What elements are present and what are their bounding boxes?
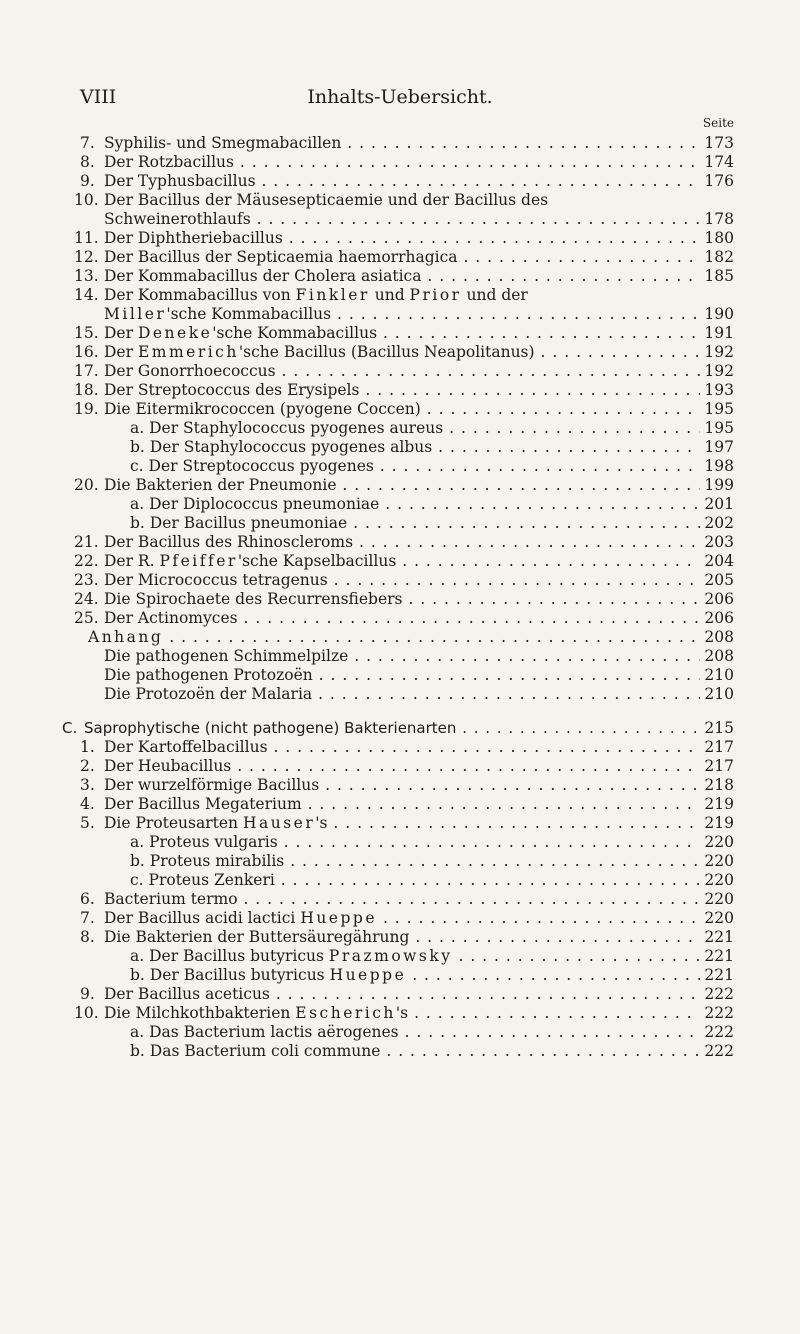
toc-entry-page: 192: [704, 362, 734, 380]
toc-entry-page: 195: [704, 419, 734, 437]
toc-entry: [0, 551, 734, 571]
toc-entry: [0, 737, 734, 757]
toc-entry-title: Miller'sche Kommabacillus . . .: [104, 304, 700, 324]
toc-entry-title: Die pathogenen Schimmelpilze . . .: [104, 646, 700, 666]
toc-entry-number: 24.: [74, 590, 99, 608]
toc-entry-title: b. Der Staphylococcus pyogenes albus . . .: [130, 437, 700, 457]
toc-entry-page: 220: [704, 852, 734, 870]
toc-entry-title: Die pathogenen Protozoën . . .: [104, 665, 700, 685]
toc-entry: [0, 927, 734, 947]
toc-entry-page: 217: [704, 738, 734, 756]
toc-entry-page: 210: [704, 666, 734, 684]
toc-entry: [0, 152, 734, 172]
toc-entry-number: 6.: [80, 890, 95, 908]
toc-entry-title: b. Das Bacterium coli commune . . .: [130, 1041, 700, 1061]
toc-entry-title: Der Kartoffelbacillus . . .: [104, 737, 700, 757]
toc-entry-number: 22.: [74, 552, 99, 570]
toc-entry: [0, 513, 734, 533]
toc-entry-title: Der Bacillus des Rhinoscleroms . . .: [104, 532, 700, 552]
toc-entry: [0, 627, 734, 647]
toc-entry: [0, 665, 734, 685]
toc-entry-number: 14.: [74, 286, 99, 304]
toc-entry-title: a. Der Diplococcus pneumoniae . . .: [130, 494, 700, 514]
toc-entry-page: 221: [704, 966, 734, 984]
toc-entry-number: 4.: [80, 795, 95, 813]
toc-entry-title: Schweinerothlaufs . . .: [104, 209, 700, 229]
toc-entry-title: Die Milchkothbakterien Escherich's . . .: [104, 1003, 700, 1023]
toc-entry: [0, 1022, 734, 1042]
toc-entry-title: a. Das Bacterium lactis aërogenes . . .: [130, 1022, 700, 1042]
toc-entry: [0, 851, 734, 871]
toc-entry: [0, 171, 734, 191]
toc-entry-title: Der wurzelförmige Bacillus . . .: [104, 775, 700, 795]
toc-entry: [0, 532, 734, 552]
toc-entry: [0, 418, 734, 438]
toc-entry-title: Der Emmerich'sche Bacillus (Bacillus Neapolitanus) . . .: [104, 342, 700, 362]
toc-entry-number: 2.: [80, 757, 95, 775]
toc-entry-page: 198: [704, 457, 734, 475]
toc-entry-title: b. Proteus mirabilis . . .: [130, 851, 700, 871]
toc-entry-title: Syphilis- und Smegmabacillen . . .: [104, 133, 700, 153]
toc-entry-title: Der Actinomyces . . .: [104, 608, 700, 628]
toc-entry: [0, 380, 734, 400]
toc-entry-page: 220: [704, 833, 734, 851]
toc-entry-page: 174: [704, 153, 734, 171]
toc-entry: [0, 646, 734, 666]
toc-entry-title: Der Micrococcus tetragenus . . .: [104, 570, 700, 590]
toc-entry-number: C.: [62, 719, 78, 737]
toc-entry-page: 206: [704, 590, 734, 608]
toc-entry-number: 9.: [80, 985, 95, 1003]
toc-entry-page: 217: [704, 757, 734, 775]
toc-entry-page: 220: [704, 871, 734, 889]
toc-entry: [0, 399, 734, 419]
toc-entry: [0, 285, 734, 305]
toc-entry-title: Die Bakterien der Pneumonie . . .: [104, 475, 700, 495]
toc-entry: [0, 323, 734, 343]
toc-entry-title: Saprophytische (nicht pathogene) Bakterienarten . . .: [84, 718, 700, 738]
toc-entry: [0, 984, 734, 1004]
toc-entry-title: Bacterium termo . . .: [104, 889, 700, 909]
toc-entry: [0, 908, 734, 928]
toc-entry-page: 190: [704, 305, 734, 323]
toc-entry-page: 182: [704, 248, 734, 266]
toc-entry: [0, 608, 734, 628]
toc-entry: [0, 456, 734, 476]
toc-entry-page: 180: [704, 229, 734, 247]
toc-entry: [0, 494, 734, 514]
toc-entry-title: Der Streptococcus des Erysipels . . .: [104, 380, 700, 400]
toc-entry-page: 205: [704, 571, 734, 589]
toc-entry-page: 192: [704, 343, 734, 361]
toc-entry: [0, 794, 734, 814]
toc-entry-page: 219: [704, 814, 734, 832]
toc-entry-title: Der Bacillus der Mäusesepticaemie und der Bacillus des: [104, 191, 549, 209]
toc-entry-title: Der R. Pfeiffer'sche Kapselbacillus . . .: [104, 551, 700, 571]
toc-entry-number: 3.: [80, 776, 95, 794]
toc-entry-number: 17.: [74, 362, 99, 380]
toc-entry-page: 210: [704, 685, 734, 703]
toc-entry: [0, 304, 734, 324]
page-header: [0, 86, 800, 110]
toc-entry: [0, 684, 734, 704]
toc-entry-page: 208: [704, 647, 734, 665]
toc-entry: [0, 228, 734, 248]
toc-entry-page: 204: [704, 552, 734, 570]
toc-entry-page: 191: [704, 324, 734, 342]
toc-entry: [0, 1041, 734, 1061]
toc-entry-title: Der Bacillus acidi lactici Hueppe . . .: [104, 908, 700, 928]
toc-entry-title: Anhang . . .: [88, 627, 700, 647]
toc-entry-number: 21.: [74, 533, 99, 551]
toc-entry: [0, 718, 734, 738]
toc-entry-title: Der Bacillus der Septicaemia haemorrhagica . . .: [104, 247, 700, 267]
toc-entry-number: 13.: [74, 267, 99, 285]
toc-entry-page: 197: [704, 438, 734, 456]
toc-entry-page: 185: [704, 267, 734, 285]
toc-entry: [0, 475, 734, 495]
toc-entry-number: 11.: [74, 229, 99, 247]
toc-entry-number: 5.: [80, 814, 95, 832]
toc-entry-page: 222: [704, 1042, 734, 1060]
toc-entry-title: Die Proteusarten Hauser's . . .: [104, 813, 700, 833]
toc-entry: [0, 342, 734, 362]
toc-entry: [0, 832, 734, 852]
page-column-heading: Seite: [702, 116, 734, 130]
page-number: VIII: [80, 86, 117, 108]
toc-entry-number: 23.: [74, 571, 99, 589]
toc-entry-title: c. Der Streptococcus pyogenes . . .: [130, 456, 700, 476]
toc-entry-number: 8.: [80, 928, 95, 946]
toc-entry-number: 1.: [80, 738, 95, 756]
toc-entry: [0, 775, 734, 795]
toc-entry: [0, 361, 734, 381]
toc-entry-page: 221: [704, 928, 734, 946]
toc-entry: [0, 946, 734, 966]
toc-entry-number: 18.: [74, 381, 99, 399]
toc-entry-page: 219: [704, 795, 734, 813]
toc-entry-page: 173: [704, 134, 734, 152]
toc-entry-title: a. Der Bacillus butyricus Prazmowsky . . .: [130, 946, 700, 966]
toc-entry: [0, 247, 734, 267]
toc-entry: [0, 756, 734, 776]
toc-entry-page: 220: [704, 890, 734, 908]
toc-entry-title: Der Deneke'sche Kommabacillus . . .: [104, 323, 700, 343]
toc-entry: [0, 813, 734, 833]
toc-entry-number: 15.: [74, 324, 99, 342]
toc-entry: [0, 190, 734, 210]
toc-entry-title: a. Der Staphylococcus pyogenes aureus . . .: [130, 418, 700, 438]
toc-entry-number: 8.: [80, 153, 95, 171]
toc-entry-title: Der Rotzbacillus . . .: [104, 152, 700, 172]
toc-entry-number: 20.: [74, 476, 99, 494]
toc-entry-page: 202: [704, 514, 734, 532]
toc-entry-title: Der Heubacillus . . .: [104, 756, 700, 776]
toc-entry-page: 178: [704, 210, 734, 228]
toc-entry-page: 221: [704, 947, 734, 965]
page-title: Inhalts-Uebersicht.: [307, 86, 493, 108]
toc-entry-number: 25.: [74, 609, 99, 627]
toc-entry-number: 12.: [74, 248, 99, 266]
toc-entry: [0, 1003, 734, 1023]
toc-entry-title: Der Diphtheriebacillus . . .: [104, 228, 700, 248]
toc-entry-page: 206: [704, 609, 734, 627]
toc-entry-number: 19.: [74, 400, 99, 418]
toc-entry-number: 7.: [80, 909, 95, 927]
toc-entry-page: 208: [704, 628, 734, 646]
toc-entry-title: Die Protozoën der Malaria . . .: [104, 684, 700, 704]
toc-entry-page: 199: [704, 476, 734, 494]
toc-entry-title: Der Bacillus Megaterium . . .: [104, 794, 700, 814]
toc-entry-page: 222: [704, 985, 734, 1003]
toc-entry-page: 222: [704, 1023, 734, 1041]
toc-entry-number: 9.: [80, 172, 95, 190]
toc-entry-page: 193: [704, 381, 734, 399]
toc-entry-page: 203: [704, 533, 734, 551]
toc-entry-title: Der Bacillus aceticus . . .: [104, 984, 700, 1004]
toc-entry-title: Der Gonorrhoecoccus . . .: [104, 361, 700, 381]
toc-entry-title: a. Proteus vulgaris . . .: [130, 832, 700, 852]
toc-entry: [0, 133, 734, 153]
toc-entry-page: 201: [704, 495, 734, 513]
toc-entry-page: 218: [704, 776, 734, 794]
toc-entry-title: Der Kommabacillus von Finkler und Prior und der: [104, 286, 528, 304]
toc-entry: [0, 870, 734, 890]
toc-entry-title: Der Kommabacillus der Cholera asiatica . . .: [104, 266, 700, 286]
toc-entry-title: Die Bakterien der Buttersäuregährung . . .: [104, 927, 700, 947]
toc-entry: [0, 965, 734, 985]
toc-entry-number: 16.: [74, 343, 99, 361]
toc-entry-number: 10.: [74, 1004, 99, 1022]
toc-entry-title: Die Spirochaete des Recurrensfiebers . . .: [104, 589, 700, 609]
toc-entry-title: Die Eitermikrococcen (pyogene Coccen) . . .: [104, 399, 700, 419]
toc-entry-page: 215: [704, 719, 734, 737]
toc-entry: [0, 589, 734, 609]
toc-entry: [0, 570, 734, 590]
toc-entry-page: 195: [704, 400, 734, 418]
toc-entry-number: 7.: [80, 134, 95, 152]
toc-entry-page: 220: [704, 909, 734, 927]
toc-entry-title: c. Proteus Zenkeri . . .: [130, 870, 700, 890]
toc-entry: [0, 266, 734, 286]
toc-entry-title: b. Der Bacillus butyricus Hueppe . . .: [130, 965, 700, 985]
toc-entry-page: 176: [704, 172, 734, 190]
toc-entry-number: 10.: [74, 191, 99, 209]
toc-entry-title: Der Typhusbacillus . . .: [104, 171, 700, 191]
toc-entry: [0, 437, 734, 457]
toc-entry-title: b. Der Bacillus pneumoniae . . .: [130, 513, 700, 533]
toc-entry: [0, 209, 734, 229]
toc-entry: [0, 889, 734, 909]
toc-entry-page: 222: [704, 1004, 734, 1022]
